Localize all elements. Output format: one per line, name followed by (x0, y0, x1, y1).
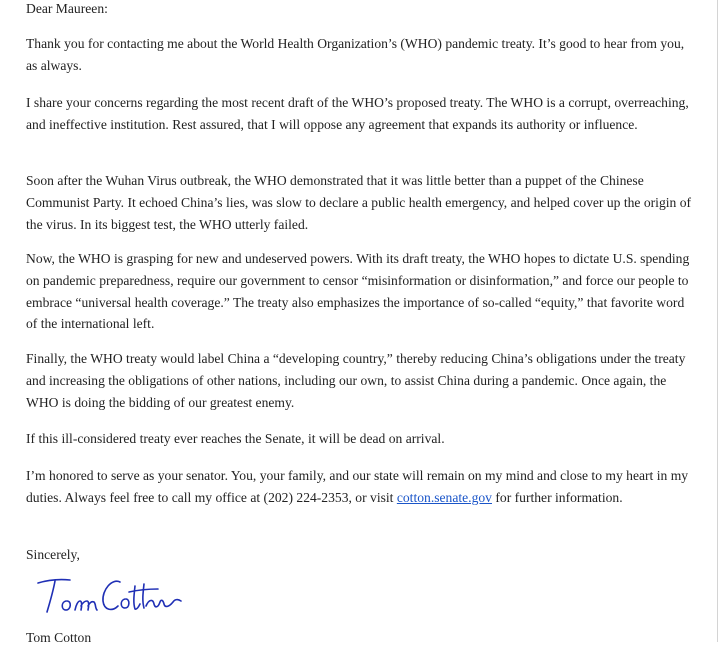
paragraph-thanks: Thank you for contacting me about the World Health Organization’s (WHO) pandemic treaty. It’s good to hear from you, as always. (26, 36, 685, 73)
signer-name: Tom Cotton (26, 630, 92, 645)
paragraph-china: Finally, the WHO treaty would label China a “developing country,” thereby reducing China’s obligations under the treaty and increasing the obligations of other nations, including our own, to assist China during a pandemic. Once again, the WHO is doing the bidding of our greatest enemy. (26, 351, 686, 410)
paragraph-concerns: I share your concerns regarding the most recent draft of the WHO’s proposed treaty. The WHO is a corrupt, overreaching, and ineffective institution. Rest assured, that I will oppose any agreement that expands its authority or influence. (26, 95, 689, 132)
senate-website-link[interactable]: cotton.senate.gov (396, 489, 492, 505)
closing: Sincerely, (26, 547, 80, 562)
paragraph-outbreak: Soon after the Wuhan Virus outbreak, the WHO demonstrated that it was little better than a puppet of the Chinese Communist Party. It echoed China’s lies, was slow to declare a public health emergency, and helped cover up the origin of the virus. In its biggest test, the WHO utterly failed. (26, 173, 692, 232)
closing-remarks-text: I’m honored to serve as your senator. You, your family, and our state will remain on my mind and close to my heart in my duties. Always feel free to call my office at (202) 224-2353, or visit (26, 468, 689, 505)
paragraph-closing-remarks (26, 465, 694, 509)
salutation: Dear Maureen: (26, 1, 108, 16)
paragraph-senate: If this ill-considered treaty ever reaches the Senate, it will be dead on arrival. (26, 431, 445, 446)
handwritten-signature (34, 568, 184, 618)
paragraph-powers: Now, the WHO is grasping for new and undeserved powers. With its draft treaty, the WHO hopes to dictate U.S. spending on pandemic preparedness, require our government to censor “misinformation or disinformation,” and force our people to embrace “universal health coverage.” The treaty also emphasizes the importance of so-called “equity,” that favorite word of the international left. (26, 251, 690, 332)
closing-remarks-text-end: for further information. (491, 489, 623, 505)
